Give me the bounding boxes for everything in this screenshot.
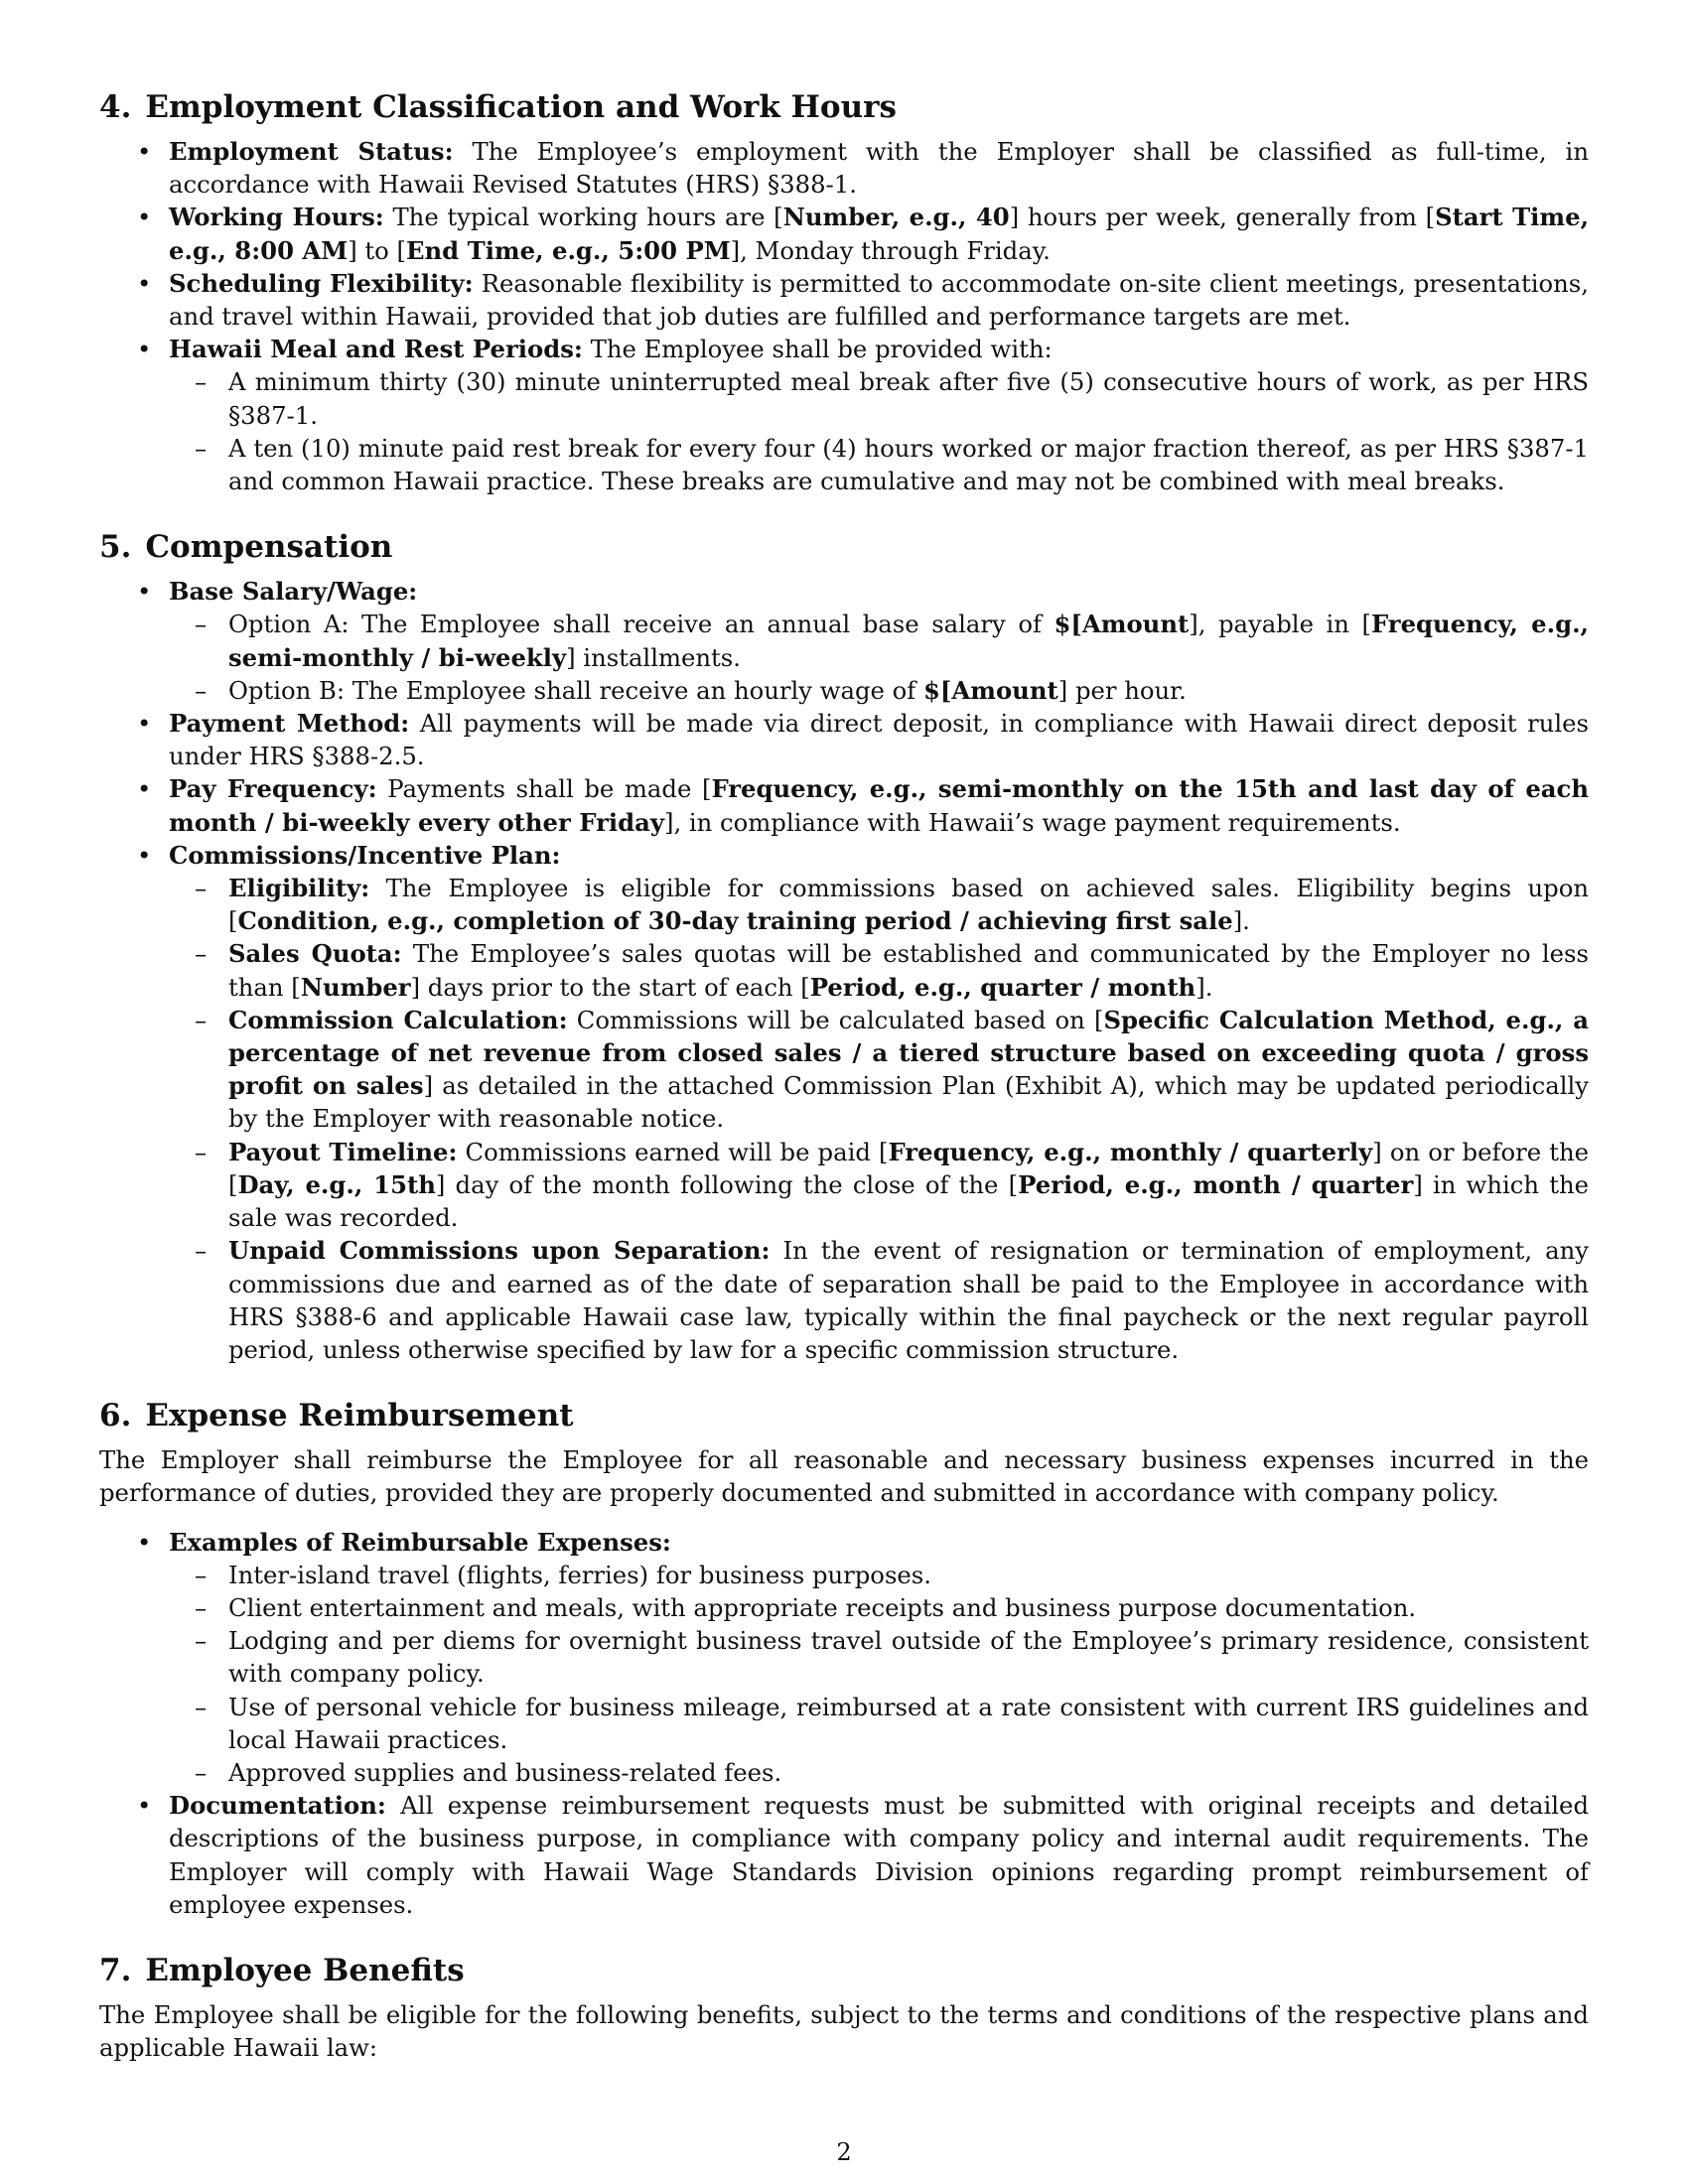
list-item: • Base Salary/Wage: – Option A: The Employee shall receive an annual base salary of $[Amount], payable in [Frequency, e.g., semi-monthly / bi-weekly] installments. – Option B: The Employee shall receive an hourly wage of $[Amount] per hour. <box>99 575 1589 707</box>
section-expense-reimbursement <box>99 1396 1589 1921</box>
section-employment-classification <box>99 87 1589 497</box>
list-item: • Scheduling Flexibility: Reasonable flexibility is permitted to accommodate on-site client meetings, presentations, and travel within Hawaii, provided that job duties are fulfilled and performance targets are met. <box>99 267 1589 333</box>
section-heading: 7. Employee Benefits <box>99 1952 465 1988</box>
section-heading: 4. Employment Classification and Work Hours <box>99 89 897 125</box>
section-intro: The Employee shall be eligible for the following benefits, subject to the terms and conditions of the respective plans and applicable Hawaii law: <box>99 1999 1589 2063</box>
list-item: • Payment Method: All payments will be made via direct deposit, in compliance with Hawaii direct deposit rules under HRS §388-2.5. <box>99 707 1589 772</box>
sub-list <box>169 872 1589 1366</box>
sub-list-item: – A ten (10) minute paid rest break for every four (4) hours worked or major fraction thereof, as per HRS §387-1 and common Hawaii practice. These breaks are cumulative and may not be combined with meal breaks. <box>167 432 1589 497</box>
sub-list-item: – A minimum thirty (30) minute uninterrupted meal break after five (5) consecutive hours of work, as per HRS §387-1. <box>167 365 1589 431</box>
list-item: • Employment Status: The Employee’s employment with the Employer shall be classified as full-time, in accordance with Hawaii Revised Statutes (HRS) §388-1. <box>99 135 1589 201</box>
list-item: • Commissions/Incentive Plan: – Eligibility: The Employee is eligible for commissions based on achieved sales. Eligibility begins upon [Condition, e.g., completion of 30-day training period / achieving first sale]. – Sales Quota: The Employee’s sales quotas will be established and communicated by the Employer no less than [Number] days prior to the start of each [Period, e.g., quarter / month]. – Commission Calculation: Commissions will be calculated based on [Specific Calculation Method, e.g., a percentage of net revenue from closed sales / a tiered structure based on exceeding quota / gross profit on sales] as detailed in the attached Commission Plan (Exhibit A), which may be updated periodically by the Employer with reasonable notice. – Payout Timeline: Commissions earned will be paid [Frequency, e.g., monthly / quarterly] on or before the [Day, e.g., 15th] day of the month following the close of the [Period, e.g., month / quarter] in which the sale was recorded. – Unpaid Commissions upon Separation: In the event of resignation or termination of employment, any commissions due and earned as of the date of separation shall be paid to the Employee in accordance with HRS §388-6 and applicable Hawaii case law, typically within the final paycheck or the next regular payroll period, unless otherwise specified by law for a specific commission structure. <box>99 839 1589 1366</box>
bullet-list <box>99 1526 1589 1921</box>
sub-list <box>169 608 1589 707</box>
section-employee-benefits <box>99 1951 1589 2064</box>
bullet-list <box>99 135 1589 497</box>
sub-list-item: – Client entertainment and meals, with appropriate receipts and business purpose documentation. <box>167 1591 1589 1624</box>
sub-list-item: – Inter-island travel (flights, ferries) for business purposes. <box>167 1559 1589 1591</box>
list-item: • Working Hours: The typical working hours are [Number, e.g., 40] hours per week, generally from [Start Time, e.g., 8:00 AM] to [End Time, e.g., 5:00 PM], Monday through Friday. <box>99 201 1589 266</box>
list-item: • Pay Frequency: Payments shall be made [Frequency, e.g., semi-monthly on the 15th and last day of each month / bi-weekly every other Friday], in compliance with Hawaii’s wage payment requirements. <box>99 772 1589 838</box>
list-item: • Examples of Reimbursable Expenses: – Inter-island travel (flights, ferries) for business purposes. – Client entertainment and meals, with appropriate receipts and business purpose documentation. – Lodging and per diems for overnight business travel outside of the Employee’s primary residence, consistent with company policy. – Use of personal vehicle for business mileage, reimbursed at a rate consistent with current IRS guidelines and local Hawaii practices. – Approved supplies and business-related fees. <box>99 1526 1589 1790</box>
section-compensation <box>99 527 1589 1366</box>
sub-list-item: – Sales Quota: The Employee’s sales quotas will be established and communicated by the Employer no less than [Number] days prior to the start of each [Period, e.g., quarter / month]. <box>167 937 1589 1003</box>
sub-list-item: – Use of personal vehicle for business mileage, reimbursed at a rate consistent with current IRS guidelines and local Hawaii practices. <box>167 1691 1589 1756</box>
sub-list-item: – Option B: The Employee shall receive an hourly wage of $[Amount] per hour. <box>167 674 1589 707</box>
sub-list-item: – Payout Timeline: Commissions earned will be paid [Frequency, e.g., monthly / quarterly] on or before the [Day, e.g., 15th] day of the month following the close of the [Period, e.g., month / quarter] in which the sale was recorded. <box>167 1136 1589 1235</box>
sub-list <box>169 1559 1589 1789</box>
sub-list-item: – Eligibility: The Employee is eligible for commissions based on achieved sales. Eligibility begins upon [Condition, e.g., completion of 30-day training period / achieving first sale]. <box>167 872 1589 937</box>
page-number: 2 <box>836 2138 852 2166</box>
sub-list-item: – Unpaid Commissions upon Separation: In the event of resignation or termination of employment, any commissions due and earned as of the date of separation shall be paid to the Employee in accordance with HRS §388-6 and applicable Hawaii case law, typically within the final paycheck or the next regular payroll period, unless otherwise specified by law for a specific commission structure. <box>167 1234 1589 1366</box>
list-item: • Hawaii Meal and Rest Periods: The Employee shall be provided with: – A minimum thirty (30) minute uninterrupted meal break after five (5) consecutive hours of work, as per HRS §387-1. – A ten (10) minute paid rest break for every four (4) hours worked or major fraction thereof, as per HRS §387-1 and common Hawaii practice. These breaks are cumulative and may not be combined with meal breaks. <box>99 333 1589 497</box>
section-heading: 5. Compensation <box>99 529 393 566</box>
section-heading: 6. Expense Reimbursement <box>99 1398 574 1434</box>
section-intro: The Employer shall reimburse the Employee for all reasonable and necessary business expenses incurred in the performance of duties, provided they are properly documented and submitted in accordance with company policy. <box>99 1445 1589 1508</box>
sub-list-item: – Commission Calculation: Commissions will be calculated based on [Specific Calculation Method, e.g., a percentage of net revenue from closed sales / a tiered structure based on exceeding quota / gross profit on sales] as detailed in the attached Commission Plan (Exhibit A), which may be updated periodically by the Employer with reasonable notice. <box>167 1004 1589 1136</box>
bullet-list <box>99 575 1589 1366</box>
sub-list-item: – Approved supplies and business-related fees. <box>167 1756 1589 1789</box>
sub-list-item: – Lodging and per diems for overnight business travel outside of the Employee’s primary residence, consistent with company policy. <box>167 1624 1589 1690</box>
sub-list-item: – Option A: The Employee shall receive an annual base salary of $[Amount], payable in [Frequency, e.g., semi-monthly / bi-weekly] installments. <box>167 608 1589 673</box>
list-item: • Documentation: All expense reimbursement requests must be submitted with original receipts and detailed descriptions of the business purpose, in compliance with company policy and internal audit requirements. The Employer will comply with Hawaii Wage Standards Division opinions regarding prompt reimbursement of employee expenses. <box>99 1789 1589 1921</box>
document-page <box>99 87 1589 2094</box>
sub-list <box>169 365 1589 497</box>
